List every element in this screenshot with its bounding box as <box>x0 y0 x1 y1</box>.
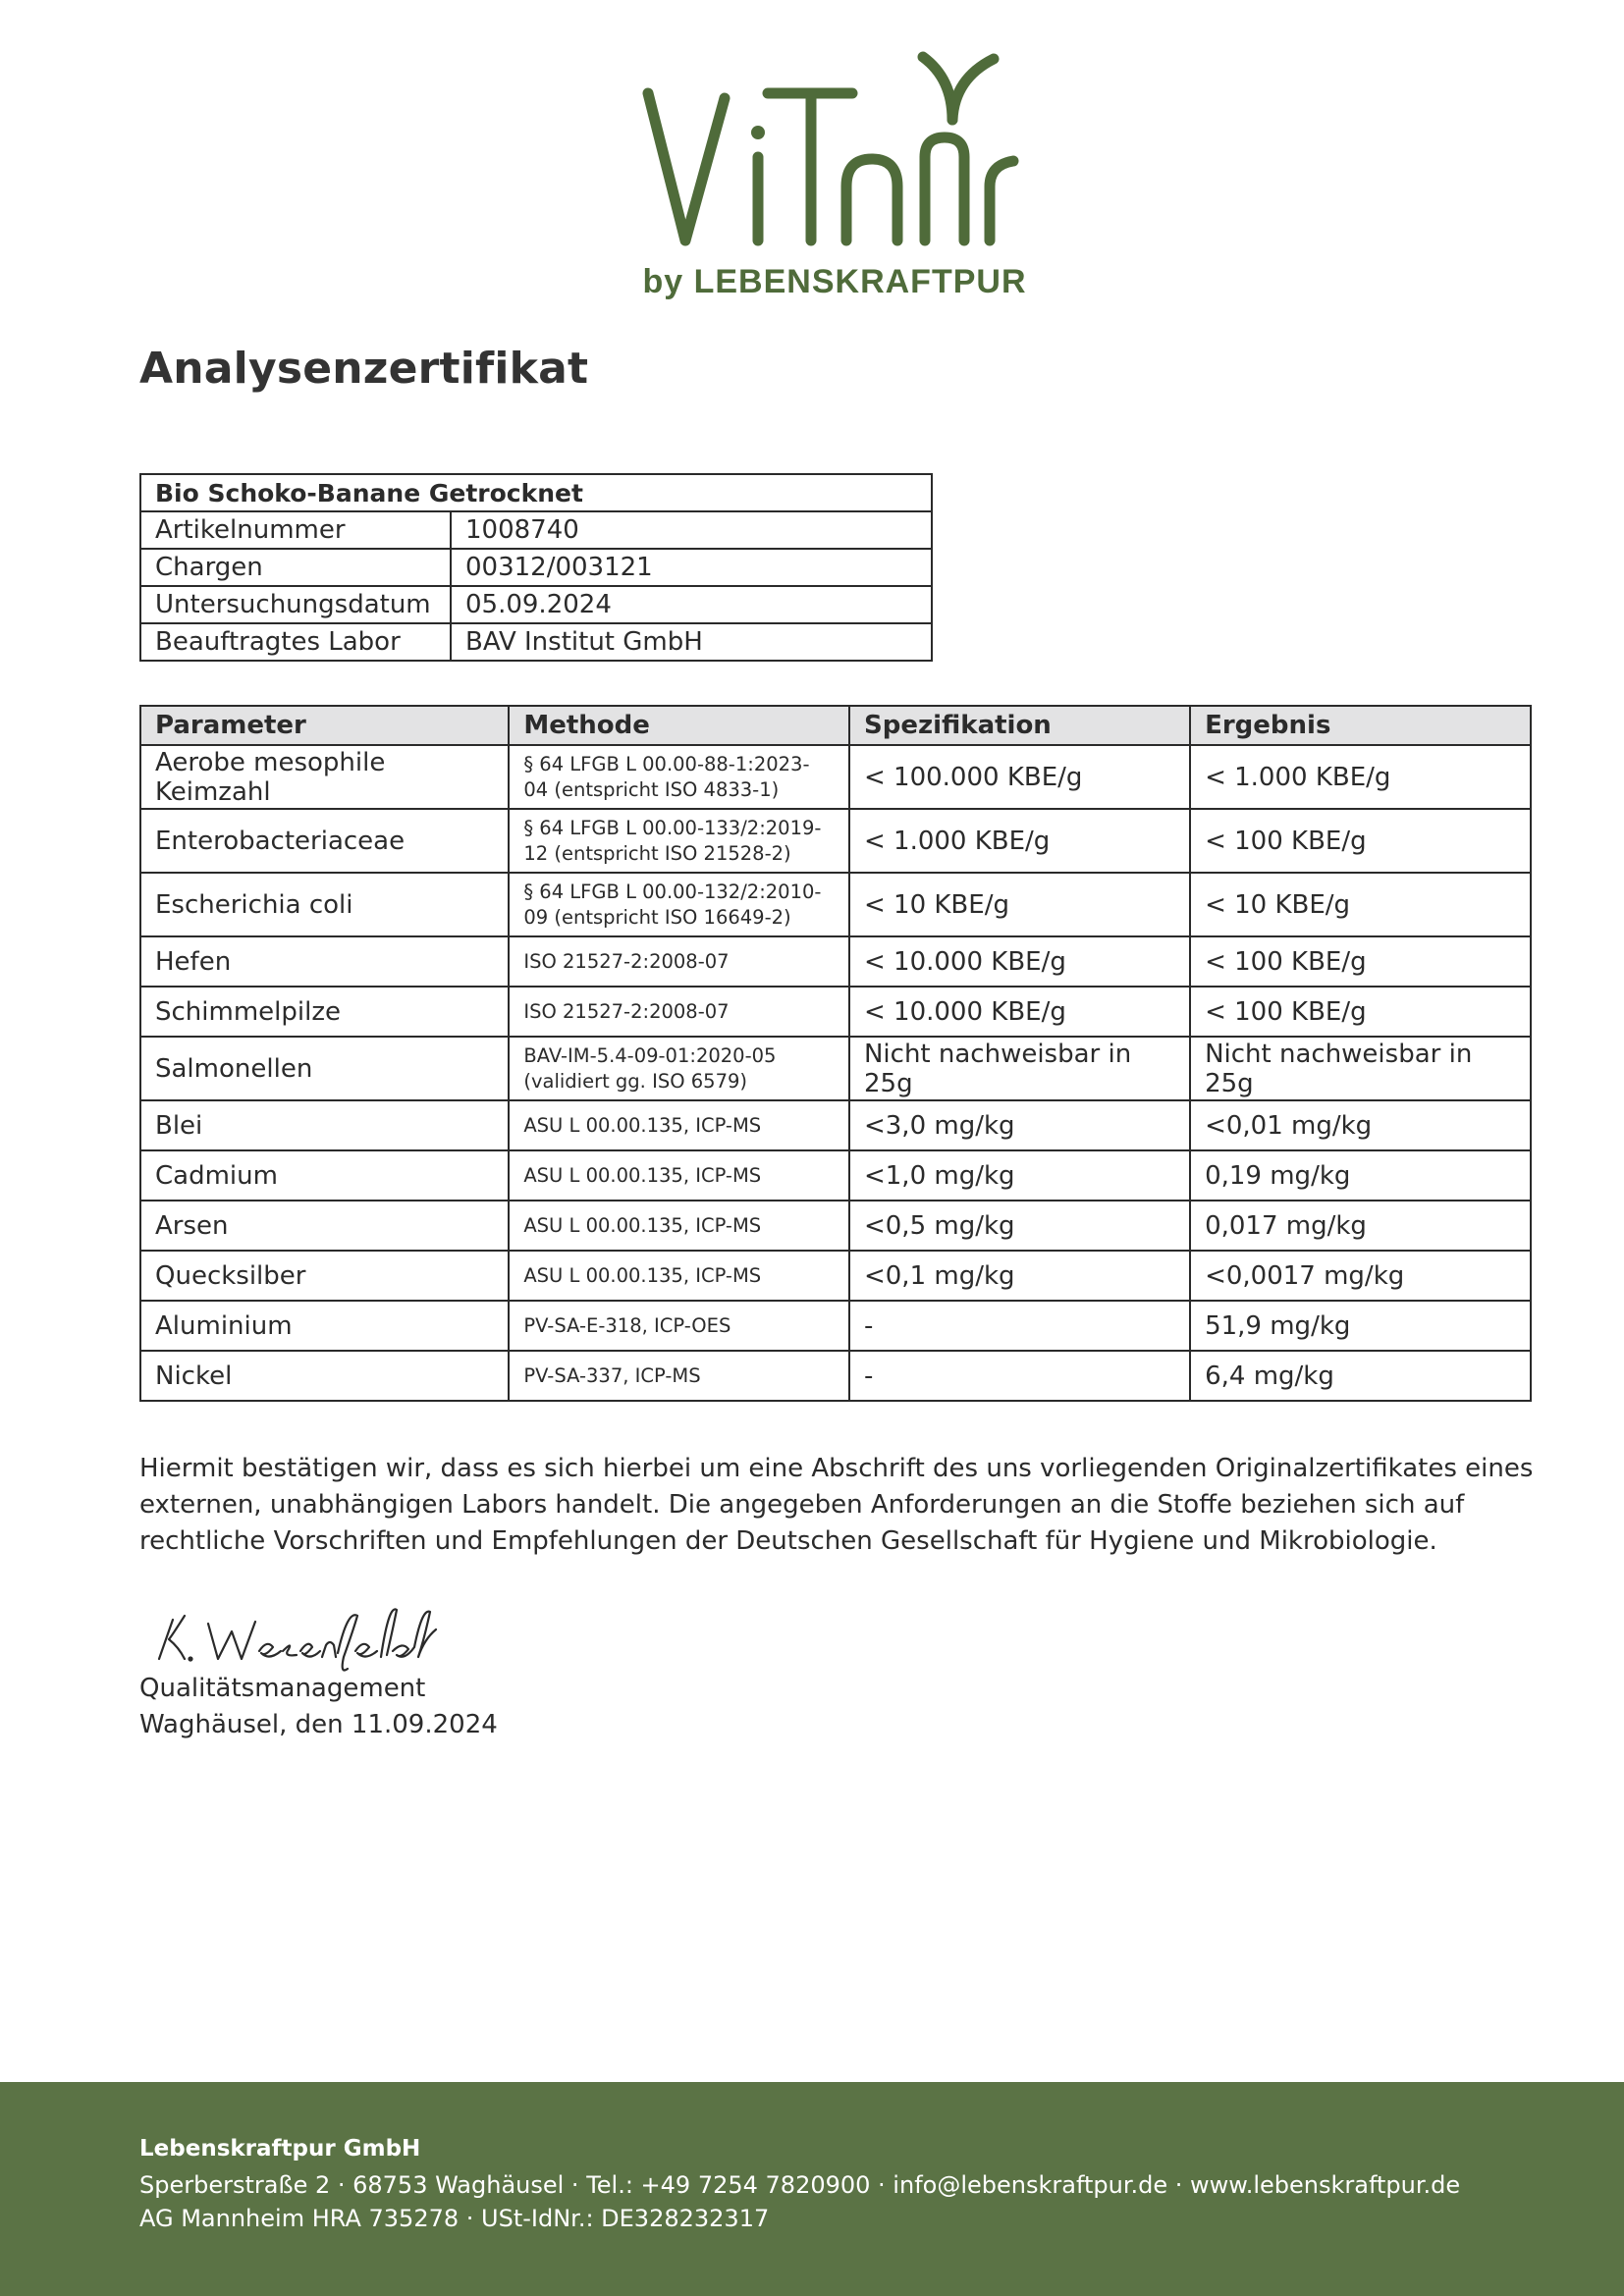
cell-method: ASU L 00.00.135, ICP-MS <box>509 1150 849 1201</box>
svg-text:by LEBENSKRAFTPUR: by LEBENSKRAFTPUR <box>642 263 1027 300</box>
cell-result: < 100 KBE/g <box>1190 936 1531 987</box>
cell-method: ASU L 00.00.135, ICP-MS <box>509 1201 849 1251</box>
cell-method: PV-SA-E-318, ICP-OES <box>509 1301 849 1351</box>
cell-parameter: Aluminium <box>140 1301 509 1351</box>
cell-parameter: Hefen <box>140 936 509 987</box>
cell-specification: < 1.000 KBE/g <box>849 809 1190 873</box>
header-result: Ergebnis <box>1190 706 1531 745</box>
signature-graphic <box>145 1600 450 1679</box>
cell-specification: Nicht nachweisbar in 25g <box>849 1037 1190 1100</box>
cell-specification: < 100.000 KBE/g <box>849 745 1190 809</box>
table-row <box>140 1150 1531 1201</box>
cell-specification: < 10.000 KBE/g <box>849 987 1190 1037</box>
cell-result: < 100 KBE/g <box>1190 809 1531 873</box>
cell-specification: <3,0 mg/kg <box>849 1100 1190 1150</box>
cell-method <box>509 809 849 873</box>
header-parameter: Parameter <box>140 706 509 745</box>
cell-result: 6,4 mg/kg <box>1190 1351 1531 1401</box>
cell-result: 0,017 mg/kg <box>1190 1201 1531 1251</box>
table-row <box>140 745 1531 809</box>
cell-parameter: Nickel <box>140 1351 509 1401</box>
info-label: Chargen <box>140 549 451 586</box>
signature-role: Qualitätsmanagement <box>139 1674 426 1703</box>
method-line: 04 (entspricht ISO 4833-1) <box>523 777 780 801</box>
cell-result: < 1.000 KBE/g <box>1190 745 1531 809</box>
cell-specification: <0,1 mg/kg <box>849 1251 1190 1301</box>
cell-method: ISO 21527-2:2008-07 <box>509 987 849 1037</box>
cell-specification: <0,5 mg/kg <box>849 1201 1190 1251</box>
method-line: § 64 LFGB L 00.00-133/2:2019- <box>523 816 822 839</box>
cell-result: < 10 KBE/g <box>1190 873 1531 936</box>
method-line: (validiert gg. ISO 6579) <box>523 1069 747 1093</box>
cell-parameter: Arsen <box>140 1201 509 1251</box>
method-line: BAV-IM-5.4-09-01:2020-05 <box>523 1043 777 1067</box>
cell-specification: - <box>849 1351 1190 1401</box>
cell-specification: - <box>849 1301 1190 1351</box>
cell-method: ASU L 00.00.135, ICP-MS <box>509 1100 849 1150</box>
cell-method: PV-SA-337, ICP-MS <box>509 1351 849 1401</box>
table-row <box>140 873 1531 936</box>
cell-method <box>509 873 849 936</box>
table-header-row <box>140 706 1531 745</box>
info-row <box>140 623 932 661</box>
header-method: Methode <box>509 706 849 745</box>
logo-graphic <box>628 39 1041 314</box>
cell-parameter: Salmonellen <box>140 1037 509 1100</box>
cell-parameter: Quecksilber <box>140 1251 509 1301</box>
table-row <box>140 1037 1531 1100</box>
header-specification: Spezifikation <box>849 706 1190 745</box>
product-name: Bio Schoko-Banane Getrocknet <box>140 474 932 511</box>
signature-place-date: Waghäusel, den 11.09.2024 <box>139 1710 498 1739</box>
cell-parameter: Cadmium <box>140 1150 509 1201</box>
cell-parameter: Blei <box>140 1100 509 1150</box>
vitanur-logo <box>628 39 1041 314</box>
method-line: § 64 LFGB L 00.00-132/2:2010- <box>523 880 822 903</box>
info-value: 05.09.2024 <box>451 586 932 623</box>
cell-specification: < 10 KBE/g <box>849 873 1190 936</box>
cell-result: 51,9 mg/kg <box>1190 1301 1531 1351</box>
method-line: 12 (entspricht ISO 21528-2) <box>523 841 791 865</box>
info-label: Untersuchungsdatum <box>140 586 451 623</box>
cell-parameter: Aerobe mesophile Keimzahl <box>140 745 509 809</box>
cell-parameter: Schimmelpilze <box>140 987 509 1037</box>
footer-address: Sperberstraße 2 · 68753 Waghäusel · Tel.: +49 7254 7820900 · info@lebenskraftpur.de · www.lebenskraftpur.de <box>139 2171 1461 2199</box>
info-row <box>140 511 932 549</box>
table-row <box>140 1301 1531 1351</box>
info-value: 1008740 <box>451 511 932 549</box>
analysis-table <box>139 705 1532 1402</box>
cell-method: ASU L 00.00.135, ICP-MS <box>509 1251 849 1301</box>
cell-specification: < 10.000 KBE/g <box>849 936 1190 987</box>
cell-result: <0,0017 mg/kg <box>1190 1251 1531 1301</box>
table-row <box>140 1251 1531 1301</box>
table-row <box>140 1351 1531 1401</box>
cell-specification: <1,0 mg/kg <box>849 1150 1190 1201</box>
cell-result: <0,01 mg/kg <box>1190 1100 1531 1150</box>
cell-result: Nicht nachweisbar in 25g <box>1190 1037 1531 1100</box>
info-label: Beauftragtes Labor <box>140 623 451 661</box>
cell-method <box>509 745 849 809</box>
footer-company: Lebenskraftpur GmbH <box>139 2136 421 2162</box>
table-row <box>140 987 1531 1037</box>
page-title: Analysenzertifikat <box>139 344 589 394</box>
cell-method <box>509 1037 849 1100</box>
table-row <box>140 1100 1531 1150</box>
cell-parameter: Escherichia coli <box>140 873 509 936</box>
info-value: 00312/003121 <box>451 549 932 586</box>
cell-result: < 100 KBE/g <box>1190 987 1531 1037</box>
info-row <box>140 586 932 623</box>
method-line: 09 (entspricht ISO 16649-2) <box>523 905 791 929</box>
footer <box>0 2082 1624 2296</box>
cell-result: 0,19 mg/kg <box>1190 1150 1531 1201</box>
info-value: BAV Institut GmbH <box>451 623 932 661</box>
handwritten-signature <box>145 1600 450 1679</box>
footer-registry: AG Mannheim HRA 735278 · USt-IdNr.: DE328232317 <box>139 2205 770 2232</box>
product-info-table <box>139 473 933 662</box>
table-row <box>140 1201 1531 1251</box>
info-row <box>140 549 932 586</box>
cell-method: ISO 21527-2:2008-07 <box>509 936 849 987</box>
info-label: Artikelnummer <box>140 511 451 549</box>
cell-parameter: Enterobacteriaceae <box>140 809 509 873</box>
table-row <box>140 809 1531 873</box>
method-line: § 64 LFGB L 00.00-88-1:2023- <box>523 752 810 775</box>
confirmation-statement: Hiermit bestätigen wir, dass es sich hierbei um eine Abschrift des uns vorliegenden Originalzertifikates eines externen, unabhängigen Labors handelt. Die angegeben Anforderungen an die Stoffe beziehen sich auf rechtliche Vorschriften und Empfehlungen der Deutschen Gesellschaft für Hygiene und Mikrobiologie. <box>139 1454 1534 1556</box>
table-row <box>140 936 1531 987</box>
